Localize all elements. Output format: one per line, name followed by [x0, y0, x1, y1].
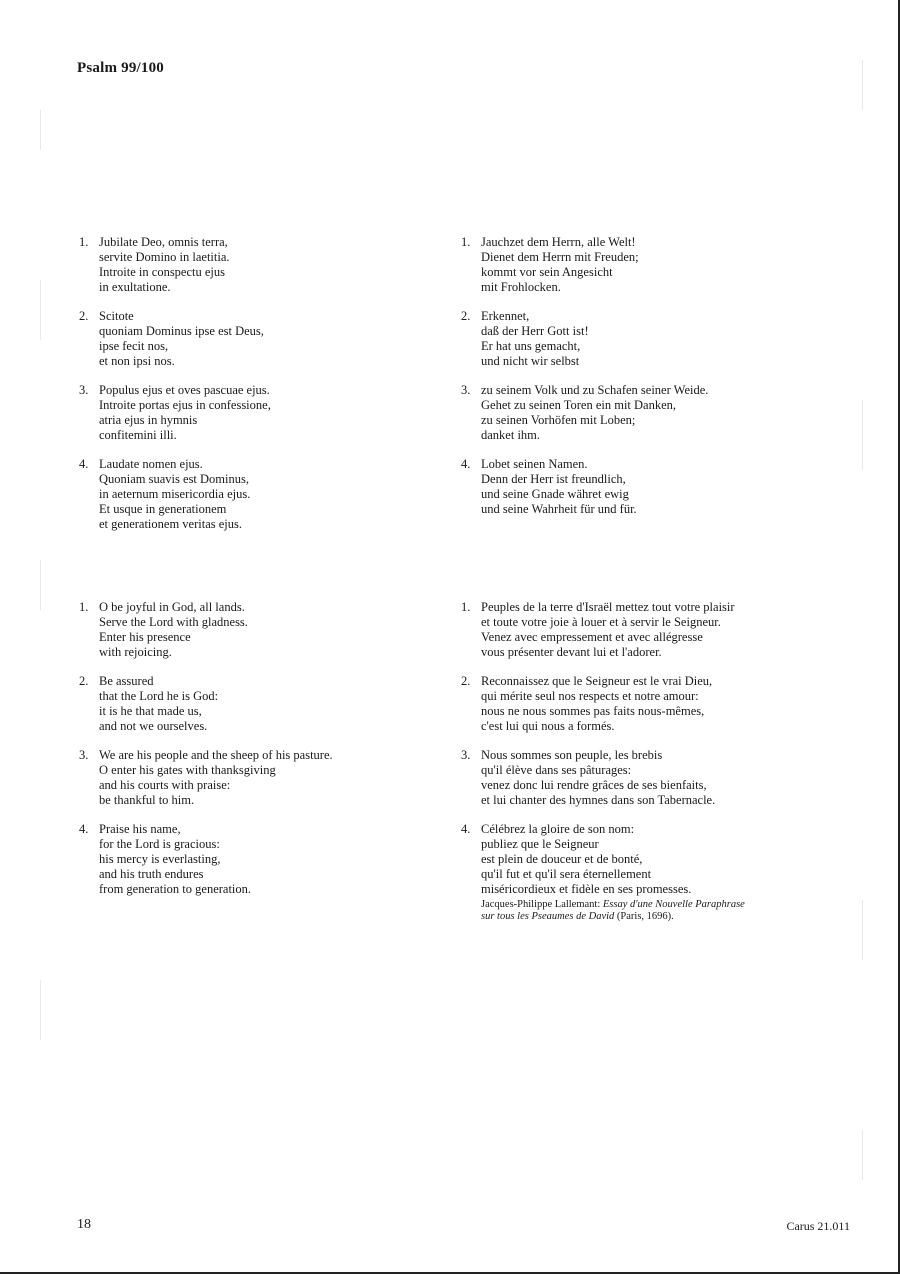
- verse-lines: [99, 748, 333, 808]
- verse-number: 3.: [461, 748, 471, 762]
- bleed-mark: [862, 900, 863, 960]
- verse-line: zu seinem Volk und zu Schafen seiner Weide.: [481, 383, 709, 397]
- verse-number: 3.: [461, 383, 471, 397]
- verse-line: quoniam Dominus ipse est Deus,: [99, 324, 264, 338]
- credit-work-title-cont: sur tous les Pseaumes de David: [481, 911, 615, 922]
- verse-line: Lobet seinen Namen.: [481, 457, 588, 471]
- verse-line: qu'il fut et qu'il sera éternellement: [481, 867, 652, 881]
- verse-line: be thankful to him.: [99, 793, 195, 807]
- verse-line: O be joyful in God, all lands.: [99, 600, 245, 614]
- verse-line: it is he that made us,: [99, 704, 202, 718]
- verse-number: 4.: [461, 822, 471, 836]
- verse-line: Erkennet,: [481, 309, 530, 323]
- credit-place: (Paris, 1696).: [616, 911, 674, 922]
- verse: [461, 748, 745, 808]
- verse-lines: [99, 674, 218, 734]
- verse-line: confitemini illi.: [99, 428, 177, 442]
- bleed-mark: [40, 980, 41, 1040]
- verse-line: Serve the Lord with gladness.: [99, 615, 248, 629]
- verse-line: zu seinen Vorhöfen mit Loben;: [481, 413, 636, 427]
- verse-line: O enter his gates with thanksgiving: [99, 763, 276, 777]
- verse-line: and his truth endures: [99, 867, 204, 881]
- verse-line: Denn der Herr ist freundlich,: [481, 472, 626, 486]
- verse-line: Laudate nomen ejus.: [99, 457, 203, 471]
- verse-line: Jauchzet dem Herrn, alle Welt!: [481, 235, 636, 249]
- bleed-mark: [862, 60, 863, 110]
- verse-lines: [481, 674, 712, 734]
- verse-line: daß der Herr Gott ist!: [481, 324, 589, 338]
- verse-line: Nous sommes son peuple, les brebis: [481, 748, 663, 762]
- verse-number: 1.: [79, 600, 89, 614]
- verse-number: 2.: [461, 309, 471, 323]
- bleed-mark: [40, 110, 41, 150]
- french-text-block: [461, 600, 745, 923]
- verse-line: servite Domino in laetitia.: [99, 250, 230, 264]
- verse-line: Dienet dem Herrn mit Freuden;: [481, 250, 639, 264]
- verse-line: Populus ejus et oves pascuae ejus.: [99, 383, 270, 397]
- verse-lines: [99, 457, 250, 532]
- verse-line: et non ipsi nos.: [99, 354, 175, 368]
- verse-line: miséricordieux et fidèle en ses promesses.: [481, 882, 692, 896]
- verse-number: 4.: [79, 457, 89, 471]
- verse-line: und seine Gnade währet ewig: [481, 487, 629, 501]
- verse-line: und seine Wahrheit für und für.: [481, 502, 637, 516]
- verse: [461, 822, 745, 897]
- verse-number: 2.: [79, 674, 89, 688]
- verse-line: Et usque in generationem: [99, 502, 227, 516]
- verse-line: Peuples de la terre d'Israël mettez tout votre plaisir: [481, 600, 735, 614]
- verse-line: for the Lord is gracious:: [99, 837, 220, 851]
- verse: [461, 600, 745, 660]
- verse-lines: [481, 822, 691, 897]
- verse-line: Reconnaissez que le Seigneur est le vrai Dieu,: [481, 674, 713, 688]
- verse-line: und nicht wir selbst: [481, 354, 580, 368]
- verse-line: c'est lui qui nous a formés.: [481, 719, 615, 733]
- verse-line: and not we ourselves.: [99, 719, 208, 733]
- bleed-mark: [862, 400, 863, 470]
- verse-line: danket ihm.: [481, 428, 541, 442]
- verse-line: qui mérite seul nos respects et notre amour:: [481, 689, 699, 703]
- verse-lines: [99, 600, 248, 660]
- verse-line: Praise his name,: [99, 822, 181, 836]
- verse-line: and his courts with praise:: [99, 778, 231, 792]
- verse: [461, 309, 708, 369]
- verse-line: his mercy is everlasting,: [99, 852, 221, 866]
- bleed-mark: [40, 280, 41, 340]
- verse-line: nous ne nous sommes pas faits nous-mêmes,: [481, 704, 705, 718]
- latin-text-block: [79, 235, 271, 546]
- verse-number: 1.: [461, 235, 471, 249]
- verse-line: Célébrez la gloire de son nom:: [481, 822, 635, 836]
- verse-number: 4.: [79, 822, 89, 836]
- verse: [79, 383, 271, 443]
- verse-line: from generation to generation.: [99, 882, 252, 896]
- bleed-mark: [40, 560, 41, 610]
- page-title: Psalm 99/100: [77, 60, 164, 76]
- verse-line: Enter his presence: [99, 630, 191, 644]
- verse-lines: [99, 822, 251, 897]
- verse-line: et lui chanter des hymnes dans son Tabernacle.: [481, 793, 716, 807]
- verse-number: 3.: [79, 748, 89, 762]
- verse-lines: [481, 309, 589, 369]
- verse-lines: [481, 748, 715, 808]
- verse-line: in aeternum misericordia ejus.: [99, 487, 251, 501]
- verse-line: Er hat uns gemacht,: [481, 339, 581, 353]
- verse-line: mit Frohlocken.: [481, 280, 561, 294]
- verse-line: Introite portas ejus in confessione,: [99, 398, 271, 412]
- verse-line: ipse fecit nos,: [99, 339, 169, 353]
- verse-number: 1.: [461, 600, 471, 614]
- page-number: 18: [77, 1217, 91, 1232]
- verse: [461, 383, 708, 443]
- verse-line: qu'il élève dans ses pâturages:: [481, 763, 632, 777]
- verse-line: est plein de douceur et de bonté,: [481, 852, 643, 866]
- verse: [79, 748, 333, 808]
- credit-work-title: Essay d'une Nouvelle Paraphrase: [602, 899, 745, 910]
- verse-line: Be assured: [99, 674, 154, 688]
- verse-line: in exultatione.: [99, 280, 171, 294]
- verse-line: et toute votre joie à louer et à servir le Seigneur.: [481, 615, 721, 629]
- verse-number: 1.: [79, 235, 89, 249]
- verse-line: Venez avec empressement et avec allégresse: [481, 630, 703, 644]
- verse-line: with rejoicing.: [99, 645, 172, 659]
- verse-line: Jubilate Deo, omnis terra,: [99, 235, 228, 249]
- verse: [79, 822, 333, 897]
- verse-lines: [481, 235, 639, 295]
- bleed-mark: [862, 1130, 863, 1180]
- credit-author: Jacques-Philippe Lallemant:: [481, 899, 601, 910]
- catalog-number: Carus 21.011: [786, 1219, 850, 1233]
- verse-number: 4.: [461, 457, 471, 471]
- verse: [79, 457, 271, 532]
- verse: [79, 235, 271, 295]
- verse-line: Gehet zu seinen Toren ein mit Danken,: [481, 398, 677, 412]
- verse-line: kommt vor sein Angesicht: [481, 265, 613, 279]
- verse-line: We are his people and the sheep of his pasture.: [99, 748, 333, 762]
- verse-lines: [99, 309, 264, 369]
- verse-line: venez donc lui rendre grâces de ses bienfaits,: [481, 778, 707, 792]
- verse: [79, 600, 333, 660]
- german-text-block: [461, 235, 708, 531]
- verse-line: that the Lord he is God:: [99, 689, 219, 703]
- verse-lines: [481, 457, 637, 517]
- verse-lines: [481, 600, 735, 660]
- verse-line: Quoniam suavis est Dominus,: [99, 472, 249, 486]
- verse-number: 3.: [79, 383, 89, 397]
- verse-line: publiez que le Seigneur: [481, 837, 599, 851]
- verse-line: et generationem veritas ejus.: [99, 517, 242, 531]
- verse: [461, 235, 708, 295]
- verse: [79, 309, 271, 369]
- verse-line: Introite in conspectu ejus: [99, 265, 226, 279]
- verse-lines: [481, 383, 708, 443]
- verse-number: 2.: [79, 309, 89, 323]
- verse-line: vous présenter devant lui et l'adorer.: [481, 645, 662, 659]
- verse: [79, 674, 333, 734]
- source-credit: [481, 899, 745, 923]
- verse: [461, 674, 745, 734]
- english-text-block: [79, 600, 333, 911]
- verse-line: Scitote: [99, 309, 134, 323]
- verse-line: atria ejus in hymnis: [99, 413, 198, 427]
- verse-lines: [99, 235, 230, 295]
- verse-number: 2.: [461, 674, 471, 688]
- verse: [461, 457, 708, 517]
- verse-lines: [99, 383, 271, 443]
